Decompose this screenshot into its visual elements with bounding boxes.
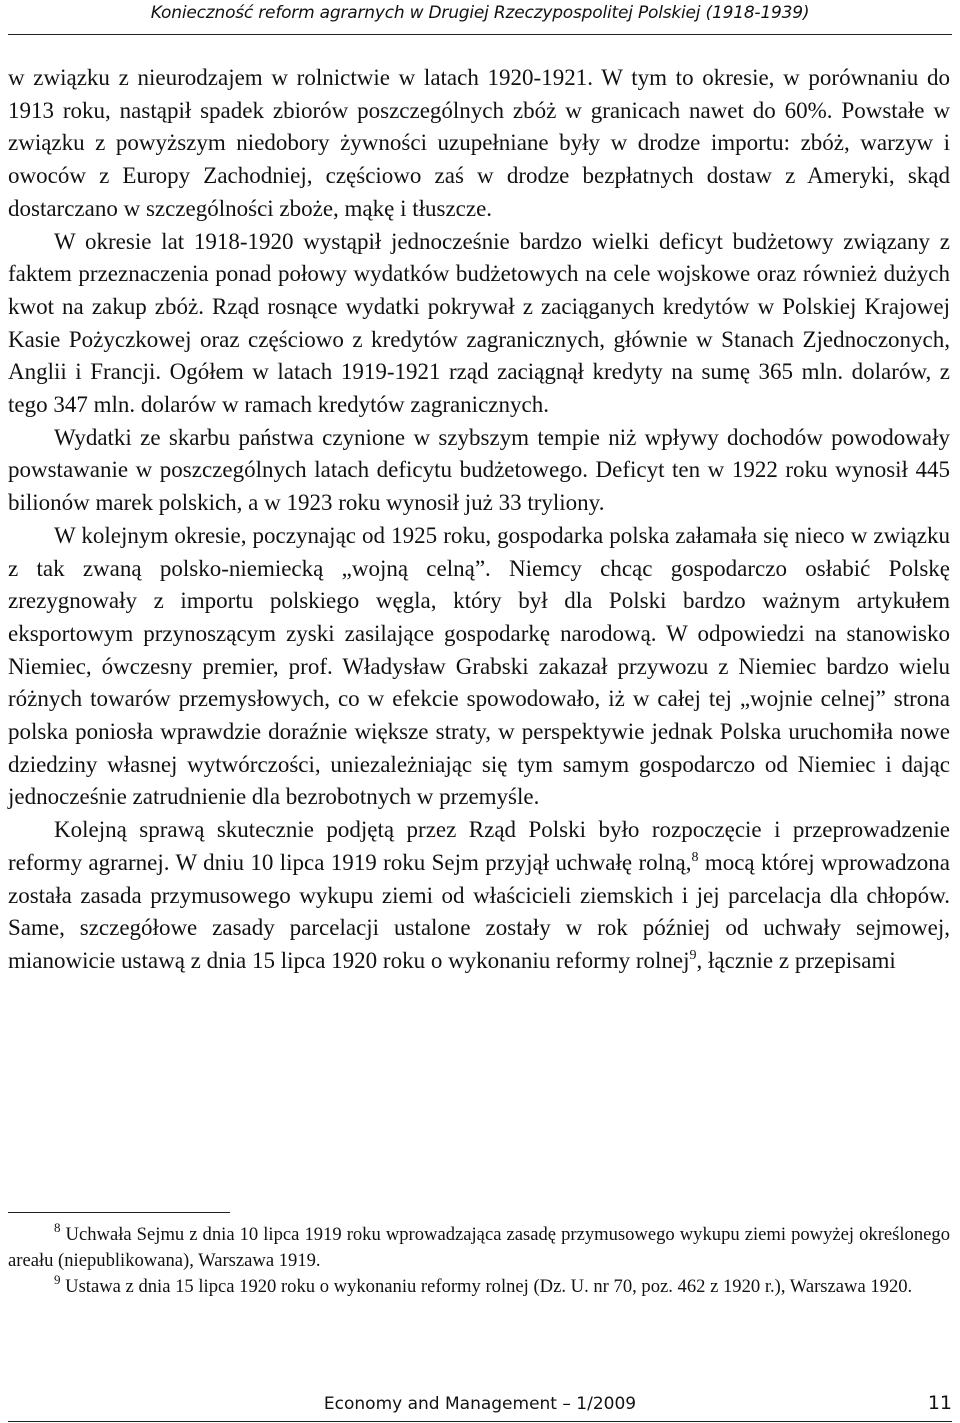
paragraph-1: w związku z nieurodzajem w rolnictwie w latach 1920-1921. W tym to okresie, w porównaniu do 1913 roku, nastąpił spadek zbiorów poszczególnych zbóż w granicach nawet do 60%. Powstałe w związku z powyższym niedobory żywności uzupełniane były w drodze importu: zbóż, warzyw i owoców z Europy Zachodniej, częściowo zaś w drodze bezpłatnych dostaw z Ameryki, skąd dostarczano w szczególności zboże, mąkę i tłuszcze. bbox=[8, 65, 950, 221]
footnote-text: Uchwała Sejmu z dnia 10 lipca 1919 roku wprowadzająca zasadę przymusowego wykupu ziemi powyżej określonego areału (niepublikowana), Warszawa 1919. bbox=[8, 1224, 950, 1271]
footnote-8 bbox=[8, 1222, 950, 1274]
paragraph-3: Wydatki ze skarbu państwa czynione w szybszym tempie niż wpływy dochodów powodowały powstawanie w poszczególnych latach deficytu budżetowego. Deficyt ten w 1922 roku wynosił 445 bilionów marek polskich, a w 1923 roku wynosił już 33 tryliony. bbox=[8, 424, 950, 516]
footnote-ref-9[interactable]: 9 bbox=[689, 947, 697, 963]
footnote-number: 8 bbox=[54, 1220, 61, 1235]
header-divider bbox=[8, 34, 952, 35]
footnote-ref-8[interactable]: 8 bbox=[691, 849, 699, 865]
running-footer: Economy and Management – 1/2009 bbox=[323, 1394, 637, 1414]
paragraph-2: W okresie lat 1918-1920 wystąpił jednocześnie bardzo wielki deficyt budżetowy związany z faktem przeznaczenia ponad połowy wydatków budżetowych na cele wojskowe oraz również dużych kwot na zakup zbóż. Rząd rosnące wydatki pokrywał z zaciąganych kredytów w Polskiej Krajowej Kasie Pożyczkowej oraz częściowo z kredytów zagranicznych, głównie w Stanach Zjednoczonych, Anglii i Francji. Ogółem w latach 1919-1921 rząd zaciągnął kredyty na sumę 365 mln. dolarów, z tego 347 mln. dolarów w ramach kredytów zagranicznych. bbox=[8, 228, 950, 418]
paragraph-5-part-c: , łącznie z przepisami bbox=[696, 947, 896, 973]
footnotes bbox=[8, 1222, 950, 1300]
main-text bbox=[8, 62, 950, 978]
footnote-number: 9 bbox=[54, 1272, 61, 1287]
running-header: Konieczność reform agrarnych w Drugiej Rzeczypospolitej Polskiej (1918-1939) bbox=[150, 3, 810, 23]
footnote-text: Ustawa z dnia 15 lipca 1920 roku o wykonaniu reformy rolnej (Dz. U. nr 70, poz. 462 z 1920 r.), Warszawa 1920. bbox=[60, 1276, 913, 1297]
paragraph-5 bbox=[8, 814, 950, 978]
paragraph-5-part-b: mocą której wprowadzona została zasada przymusowego wykupu ziemi od właścicieli ziemskich i jej parcelacja dla chłopów. Same, szczegółowe zasady parcelacji ustalone zostały w rok później od uchwały sejmowej, mianowicie ustawą z dnia 15 lipca 1920 roku o wykonaniu reformy rolnej bbox=[8, 849, 950, 973]
footnote-divider bbox=[8, 1212, 230, 1213]
paragraph-4: W kolejnym okresie, poczynając od 1925 roku, gospodarka polska załamała się nieco w związku z tak zwaną polsko-niemiecką „wojną celną”. Niemcy chcąc gospodarczo osłabić Polskę zrezygnowały z importu polskiego węgla, który był dla Polski bardzo ważnym artykułem eksportowym przynoszącym zyski zasilające gospodarkę narodową. W odpowiedzi na stanowisko Niemiec, ówczesny premier, prof. Władysław Grabski zakazał przywozu z Niemiec bardzo wielu różnych towarów przemysłowych, co w efekcie spowodowało, iż w całej tej „wojnie celnej” strona polska poniosła wprawdzie doraźnie większe straty, w perspektywie jednak Polska uruchomiła nowe dziedziny własnej wytwórczości, uniezależniając się tym samym gospodarczo od Niemiec i dając jednocześnie zatrudnienie dla bezrobotnych w przemyśle. bbox=[8, 522, 950, 810]
paragraph-5-part-a: Kolejną sprawą skutecznie podjętą przez Rząd Polski było rozpoczęcie i przeprowadzenie reformy agrarnej. W dniu 10 lipca 1919 roku Sejm przyjął uchwałę rolną, bbox=[8, 817, 950, 875]
footnote-9 bbox=[8, 1274, 950, 1300]
page-number: 11 bbox=[927, 1392, 952, 1414]
footer-divider bbox=[8, 1421, 952, 1422]
